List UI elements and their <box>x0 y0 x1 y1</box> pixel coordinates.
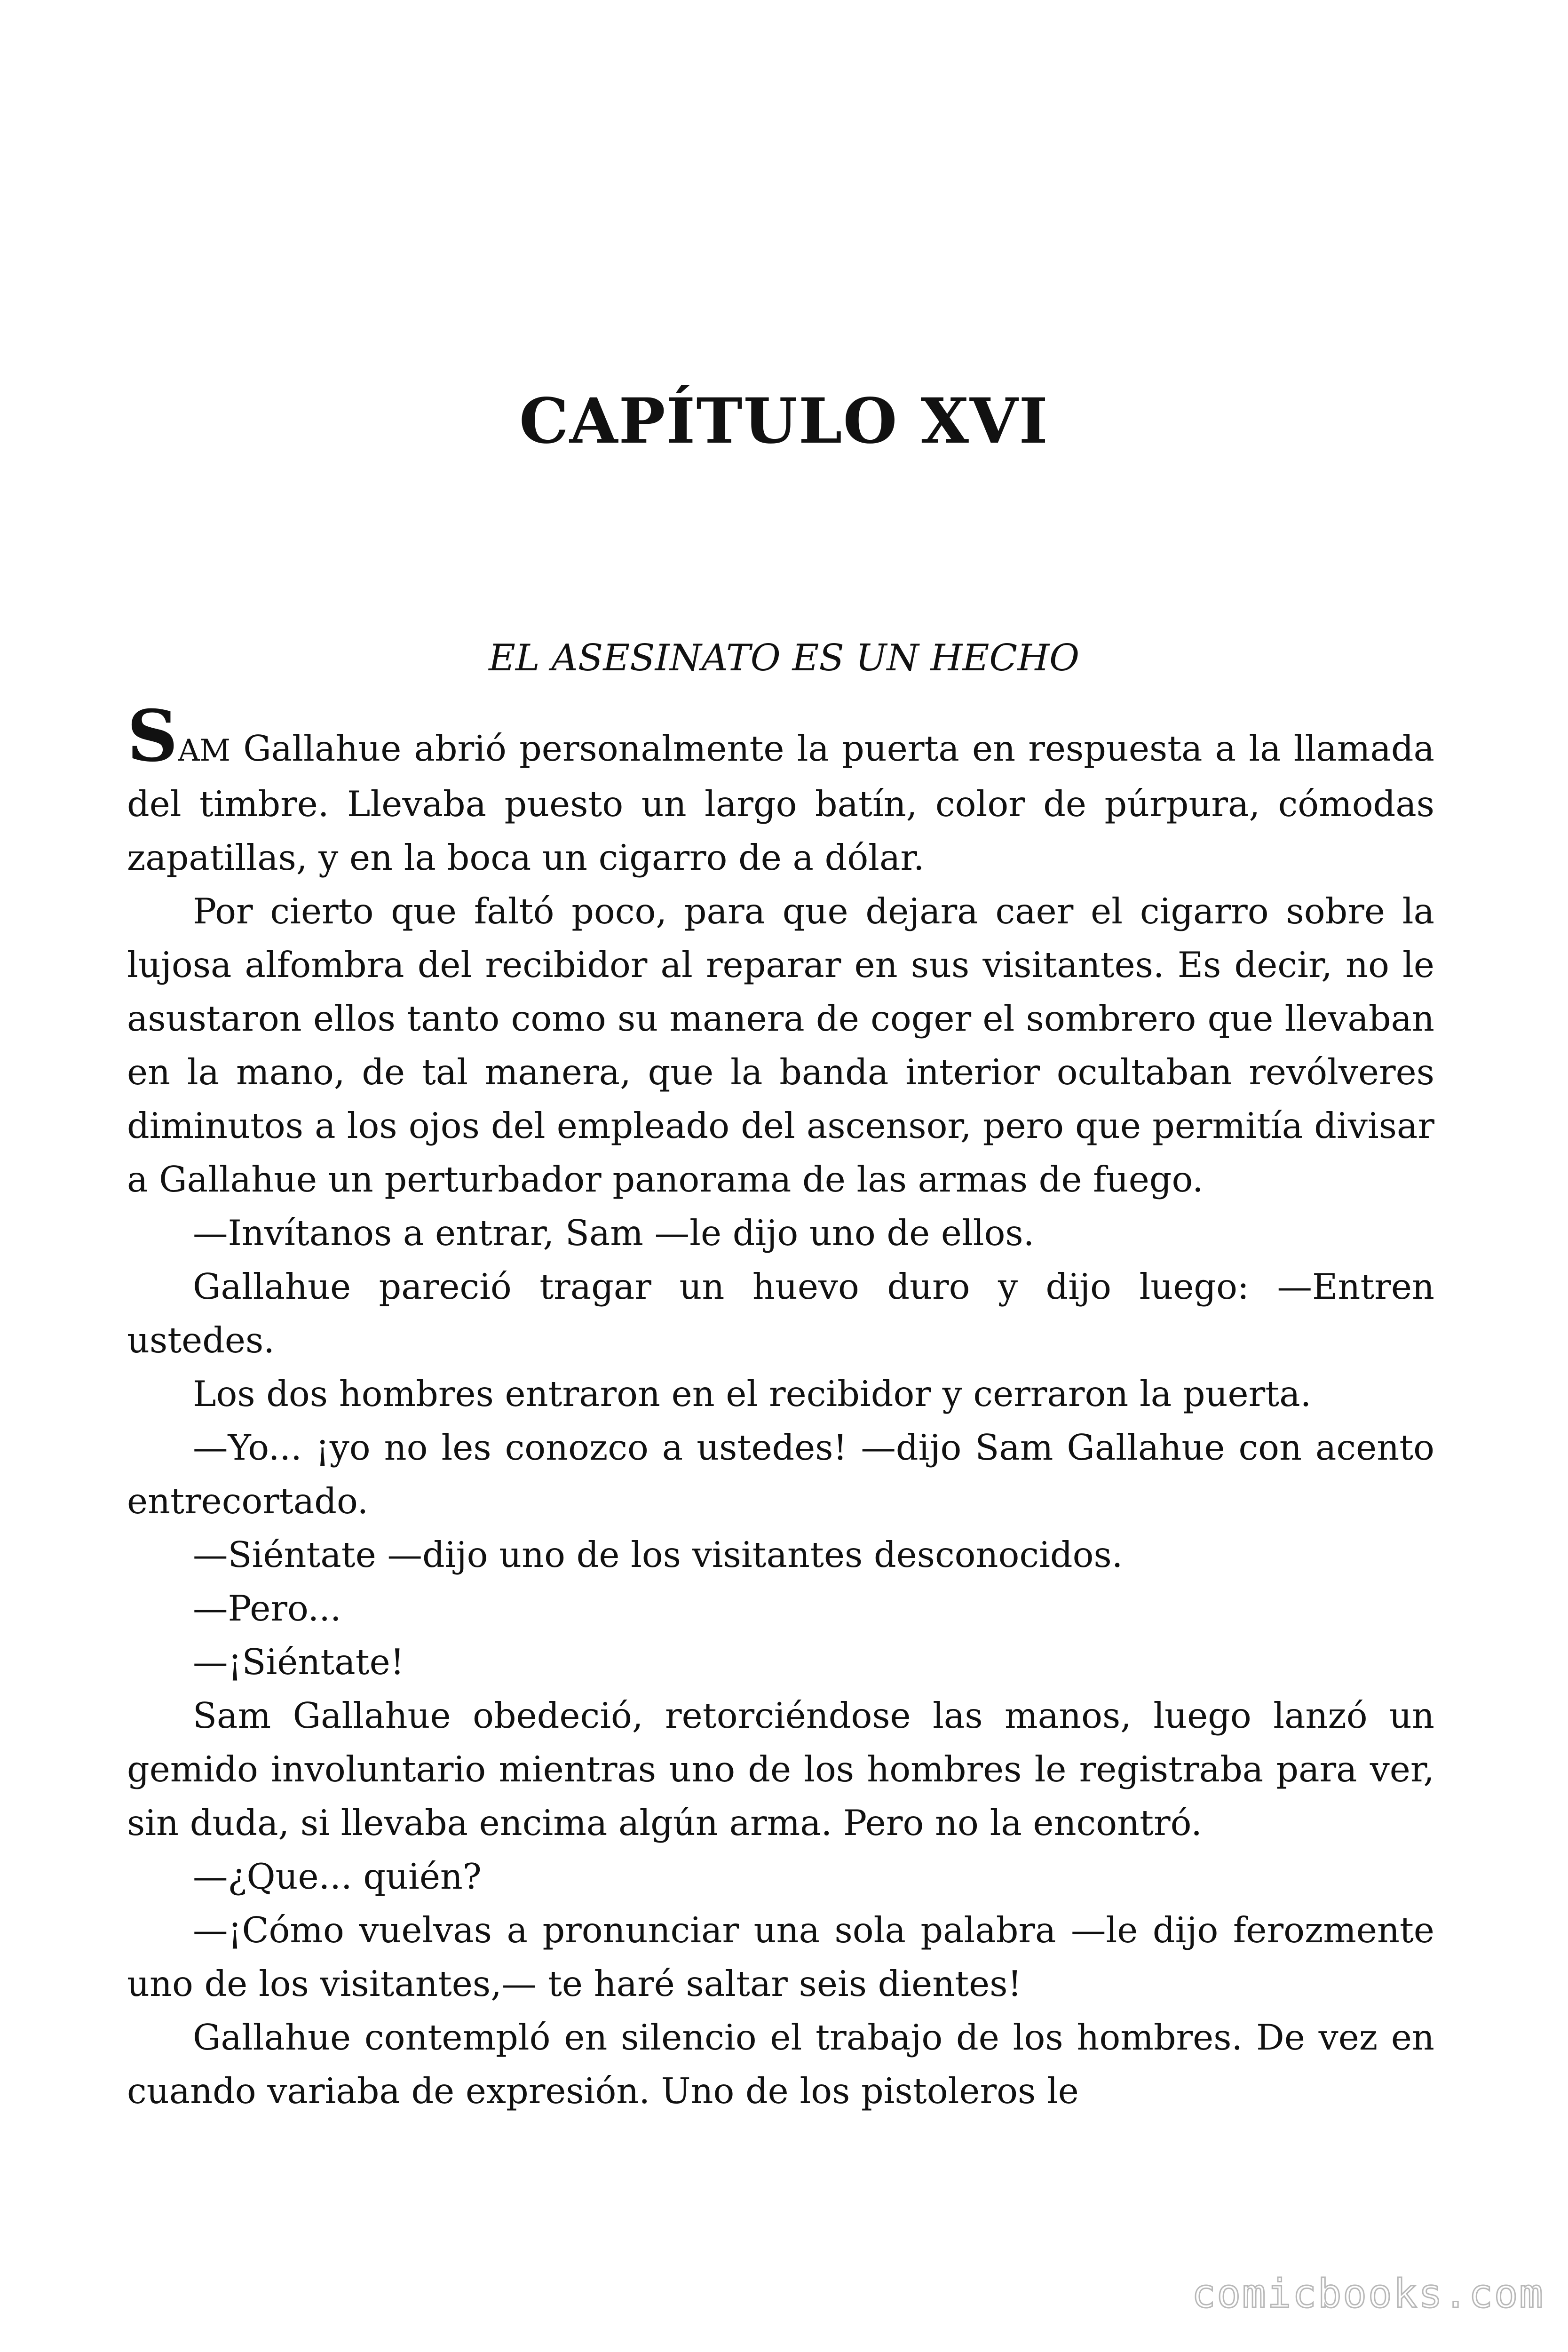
chapter-subtitle: EL ASESINATO ES UN HECHO <box>488 637 1080 679</box>
paragraph: Gallahue pareció tragar un huevo duro y dijo luego: —Entren ustedes. <box>127 1266 1434 1361</box>
opening-paragraph <box>127 695 1434 885</box>
drop-cap: S <box>127 695 178 778</box>
paragraph: Sam Gallahue obedeció, retorciéndose las manos, luego lanzó un gemido involuntario mientras uno de los hombres le registraba para ver, sin duda, si llevaba encima algún arma. Pero no la encontró. <box>127 1695 1434 1843</box>
paragraph: —Pero... <box>193 1588 341 1629</box>
paragraph: Por cierto que faltó poco, para que dejara caer el cigarro sobre la lujosa alfombra del recibidor al reparar en sus visitantes. Es decir, no le asustaron ellos tanto como su manera de coger el sombrero que llevaban en la mano, de tal manera, que la banda interior ocultaban revólveres diminutos a los ojos del empleado del ascensor, pero que permitía divisar a Gallahue un perturbador panorama de las armas de fuego. <box>127 891 1434 1200</box>
paragraph: Los dos hombres entraron en el recibidor y cerraron la puerta. <box>193 1374 1312 1414</box>
paragraph: —¡Cómo vuelvas a pronunciar una sola palabra —le dijo ferozmente uno de los visitantes,— te haré saltar seis dientes! <box>127 1910 1434 2004</box>
watermark: comicbooks.com <box>1191 2271 1544 2317</box>
small-caps-word: AM <box>178 733 231 768</box>
paragraph: —¡Siéntate! <box>193 1642 404 1683</box>
opening-text: Gallahue abrió personalmente la puerta en respuesta a la llamada del timbre. Llevaba puesto un largo batín, color de púrpura, cómodas zapatillas, y en la boca un cigarro de a dólar. <box>127 728 1434 878</box>
paragraph: —Yo... ¡yo no les conozco a ustedes! —dijo Sam Gallahue con acento entrecortado. <box>127 1427 1434 1522</box>
paragraph: —Siéntate —dijo uno de los visitantes desconocidos. <box>193 1534 1123 1575</box>
chapter-title: CAPÍTULO XVI <box>519 385 1049 458</box>
paragraph: —Invítanos a entrar, Sam —le dijo uno de ellos. <box>193 1213 1035 1254</box>
chapter-body <box>127 695 1434 2118</box>
paragraph: Gallahue contempló en silencio el trabajo de los hombres. De vez en cuando variaba de expresión. Uno de los pistoleros le <box>127 2017 1434 2112</box>
paragraph: —¿Que... quién? <box>193 1856 482 1897</box>
